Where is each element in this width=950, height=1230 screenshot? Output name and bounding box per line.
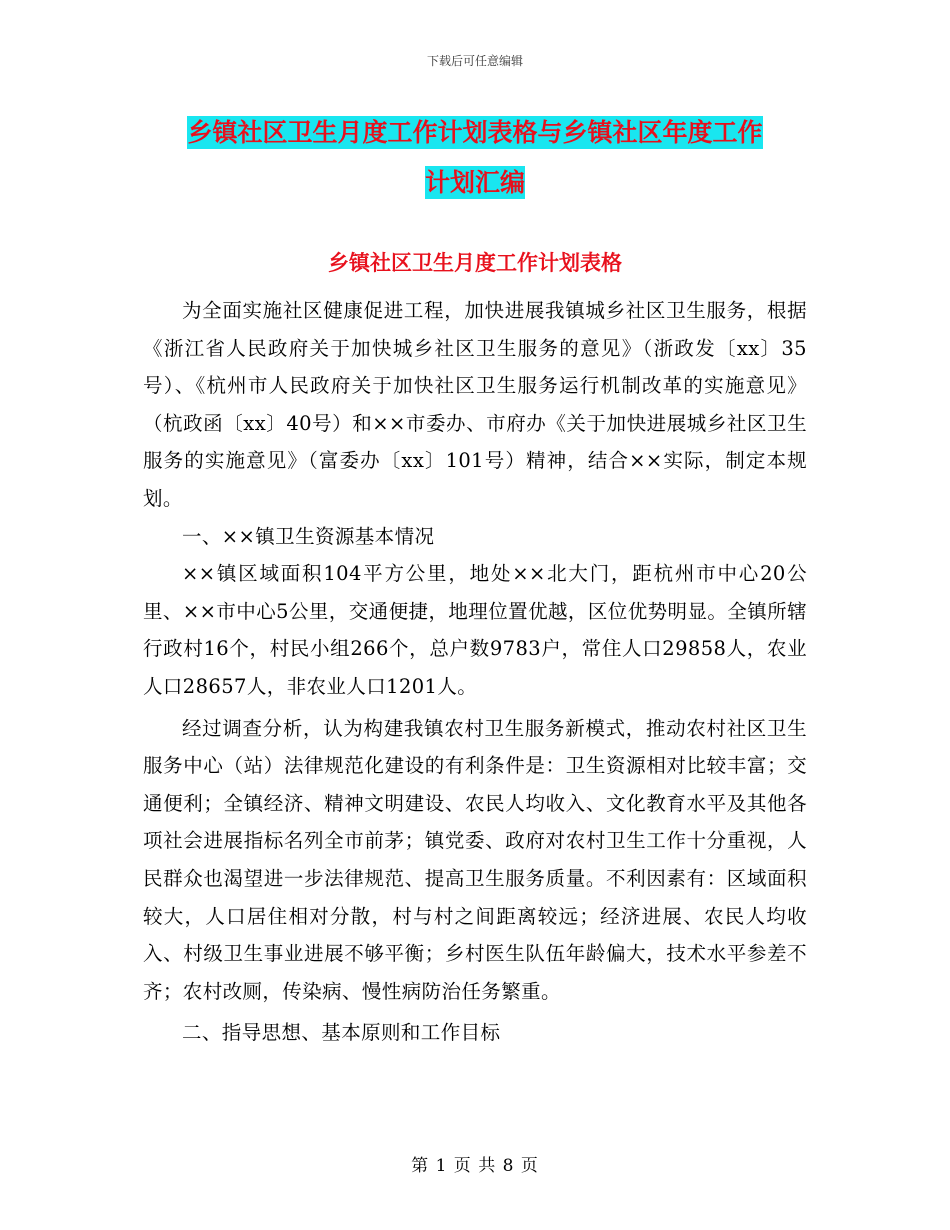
paragraph-basic-info: ××镇区域面积104平方公里，地处××北大门，距杭州市中心20公里、××市中心5公里，交通便捷，地理位置优越，区位优势明显。全镇所辖行政村16个，村民小组266个，总户数9783户，常住人口29858人，农业人口28657人，非农业人口1201人。 — [143, 562, 807, 698]
document-title-line-1: 乡镇社区卫生月度工作计划表格与乡镇社区年度工作 — [187, 118, 763, 147]
heading-section-2: 二、指导思想、基本原则和工作目标 — [182, 1021, 501, 1045]
page-footer: 第 1 页 共 8 页 — [411, 1156, 539, 1176]
paragraph-analysis: 经过调查分析，认为构建我镇农村卫生服务新模式，推动农村社区卫生服务中心（站）法律规范化建设的有利条件是：卫生资源相对比较丰富；交通便利；全镇经济、精神文明建设、农民人均收入、文化教育水平及其他各项社会进展指标名列全市前茅；镇党委、政府对农村卫生工作十分重视，人民群众也渴望进一步法律规范、提高卫生服务质量。不利因素有：区域面积较大，人口居住相对分散，村与村之间距离较远；经济进展、农民人均收入、村级卫生事业进展不够平衡；乡村医生队伍年龄偏大，技术水平参差不齐；农村改厕，传染病、慢性病防治任务繁重。 — [143, 716, 807, 1003]
document-title — [145, 108, 805, 208]
paragraph-intro: 为全面实施社区健康促进工程，加快进展我镇城乡社区卫生服务，根据《浙江省人民政府关于加快城乡社区卫生服务的意见》（浙政发〔xx〕35号）、《杭州市人民政府关于加快社区卫生服务运行机制改革的实施意见》（杭政函〔xx〕40号）和××市委办、市府办《关于加快进展城乡社区卫生服务的实施意见》（富委办〔xx〕101号）精神，结合××实际，制定本规划。 — [143, 299, 807, 510]
section-title: 乡镇社区卫生月度工作计划表格 — [328, 251, 622, 275]
document-title-line-2: 计划汇编 — [424, 168, 525, 197]
document-body — [143, 292, 807, 1052]
page-header: 下载后可任意编辑 — [426, 54, 523, 68]
heading-section-1: 一、××镇卫生资源基本情况 — [182, 524, 435, 548]
